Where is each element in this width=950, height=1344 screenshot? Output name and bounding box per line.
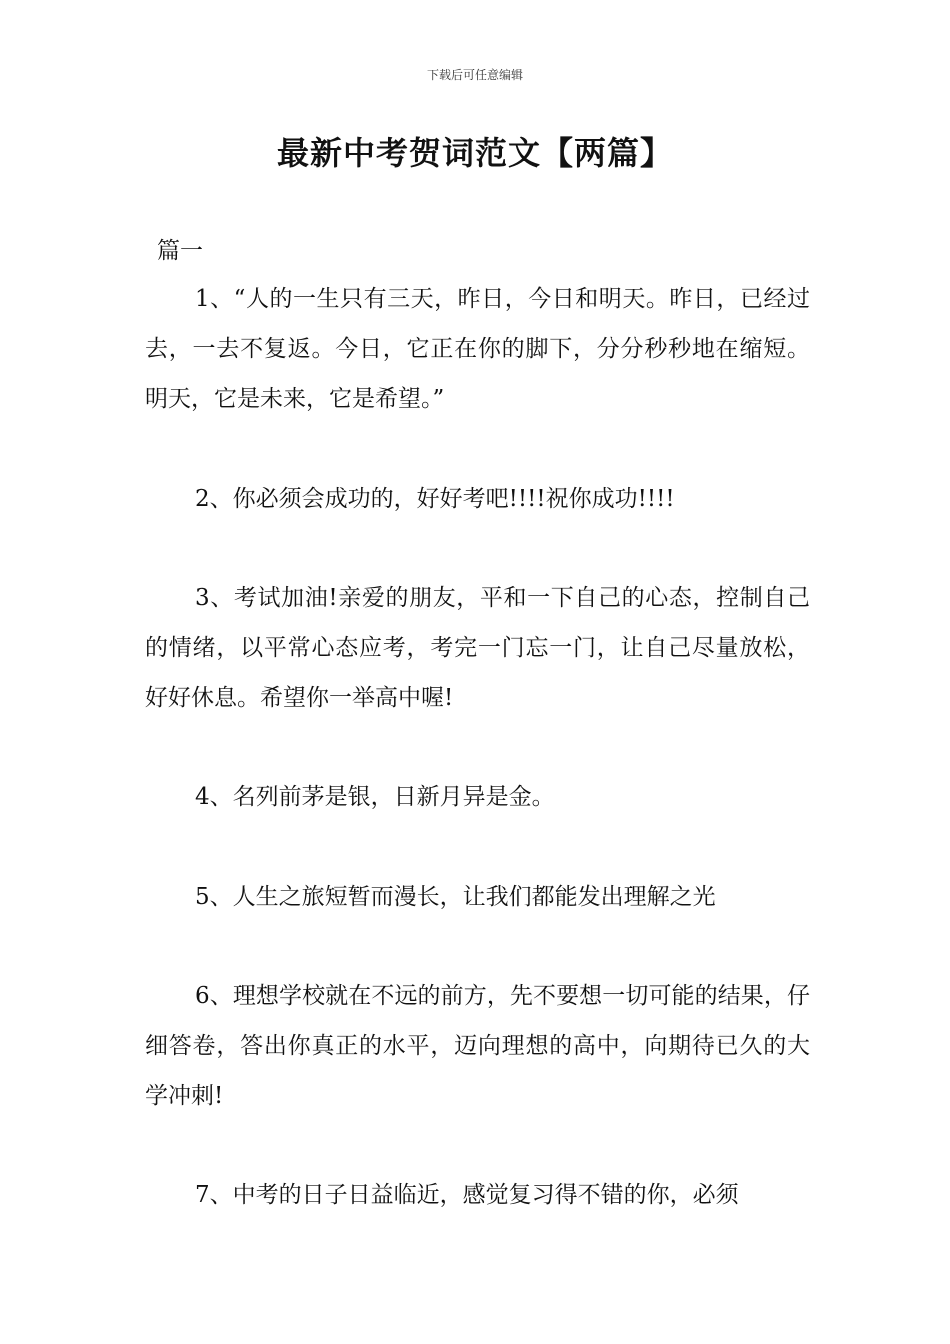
paragraph-2: 2、你必须会成功的，好好考吧!!!!祝你成功!!!! xyxy=(195,486,675,512)
document-title: 最新中考贺词范文【两篇】 xyxy=(276,134,673,172)
paragraph-3: 3、考试加油!亲爱的朋友，平和一下自己的心态，控制自己的情绪，以平常心态应考，考完一门忘一门，让自己尽量放松，好好休息。希望你一举高中喔! xyxy=(145,585,810,711)
paragraph-6: 6、理想学校就在不远的前方，先不要想一切可能的结果，仔细答卷，答出你真正的水平，迈向理想的高中，向期待已久的大学冲刺! xyxy=(145,983,810,1109)
paragraph-4: 4、名列前茅是银，日新月异是金。 xyxy=(195,784,555,810)
section-label: 篇一 xyxy=(157,238,203,264)
paragraph-7: 7、中考的日子日益临近，感觉复习得不错的你，必须 xyxy=(195,1182,739,1208)
header-note: 下载后可任意编辑 xyxy=(426,68,523,82)
paragraph-1: 1、“人的一生只有三天，昨日，今日和明天。昨日，已经过去，一去不复返。今日，它正在你的脚下，分分秒秒地在缩短。明天，它是未来，它是希望。” xyxy=(145,286,810,412)
paragraph-5: 5、人生之旅短暂而漫长，让我们都能发出理解之光 xyxy=(195,884,716,910)
